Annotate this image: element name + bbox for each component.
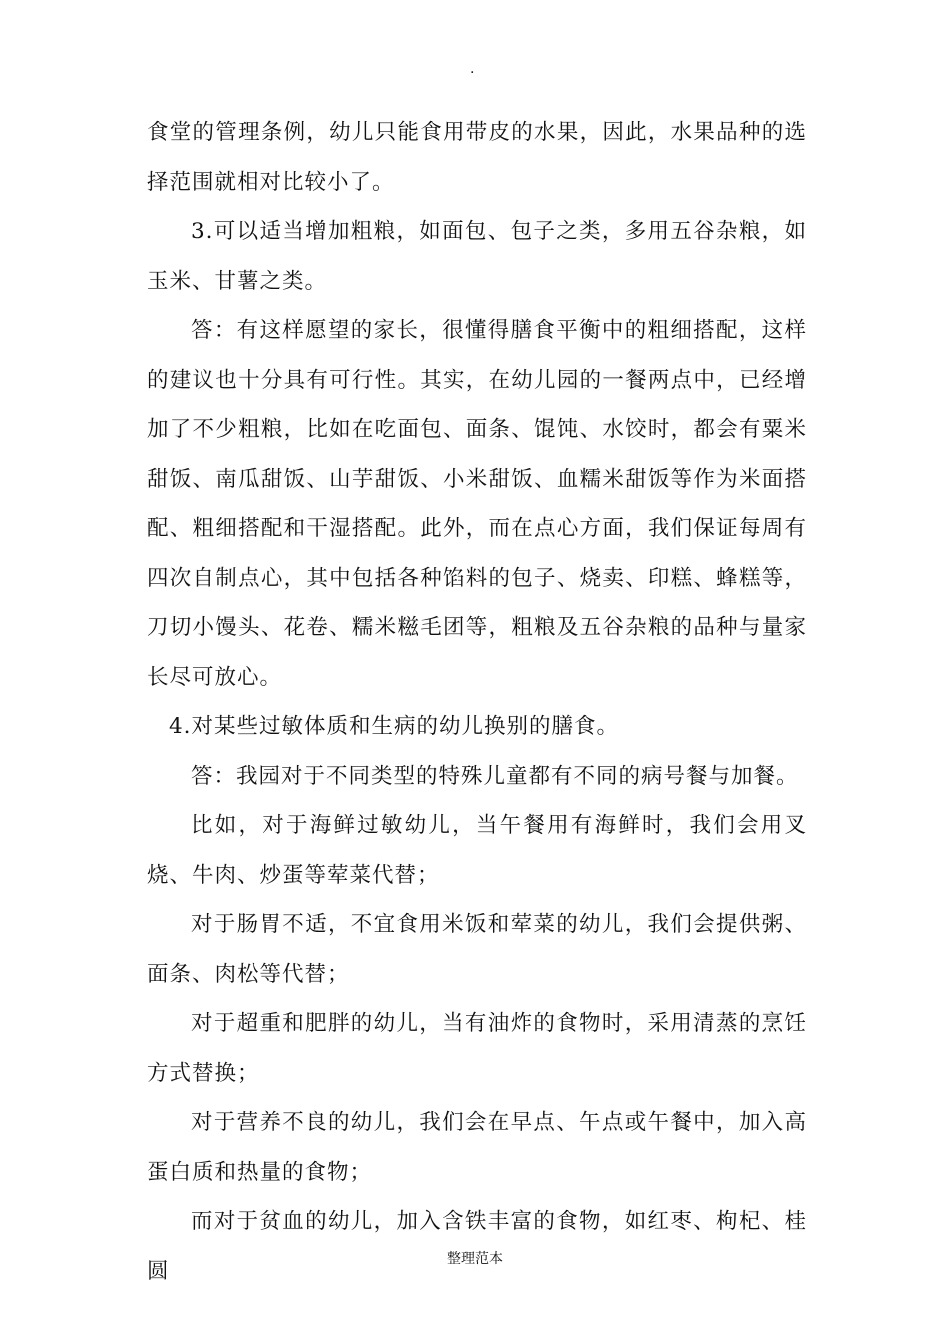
paragraph: 食堂的管理条例，幼儿只能食用带皮的水果，因此，水果品种的选择范围就相对比较小了。 [147,120,807,195]
paragraph-answer: 答：我园对于不同类型的特殊儿童都有不同的病号餐与加餐。 [191,763,799,789]
page-footer: 整理范本 [447,1251,503,1267]
paragraph: 比如，对于海鲜过敏幼儿，当午餐用有海鲜时，我们会用叉烧、牛肉、炒蛋等荤菜代替； [147,813,807,888]
header-dot: . [470,61,475,77]
paragraph: 而对于贫血的幼儿，加入含铁丰富的食物，如红枣、枸杞、桂圆 [147,1209,807,1284]
paragraph: 对于超重和肥胖的幼儿，当有油炸的食物时，采用清蒸的烹饪方式替换； [147,1011,807,1086]
paragraph-item-3: 3.可以适当增加粗粮，如面包、包子之类，多用五谷杂粮，如玉米、甘薯之类。 [147,219,807,294]
paragraph-item-4: 4.对某些过敏体质和生病的幼儿换别的膳食。 [169,714,620,739]
paragraph: 对于肠胃不适，不宜食用米饭和荤菜的幼儿，我们会提供粥、面条、肉松等代替； [147,912,807,987]
paragraph: 对于营养不良的幼儿，我们会在早点、午点或午餐中，加入高蛋白质和热量的食物； [147,1110,807,1185]
paragraph-answer: 答：有这样愿望的家长，很懂得膳食平衡中的粗细搭配，这样的建议也十分具有可行性。其实，在幼儿园的一餐两点中，已经增加了不少粗粮，比如在吃面包、面条、馄饨、水饺时，都会有粟米甜饭、南瓜甜饭、山芋甜饭、小米甜饭、血糯米甜饭等作为米面搭配、粗细搭配和干湿搭配。此外，而在点心方面，我们保证每周有四次自制点心，其中包括各种馅料的包子、烧卖、印糕、蜂糕等，刀切小馒头、花卷、糯米糍毛团等，粗粮及五谷杂粮的品种与量家长尽可放心。 [147,318,807,690]
document-body [147,108,807,1296]
